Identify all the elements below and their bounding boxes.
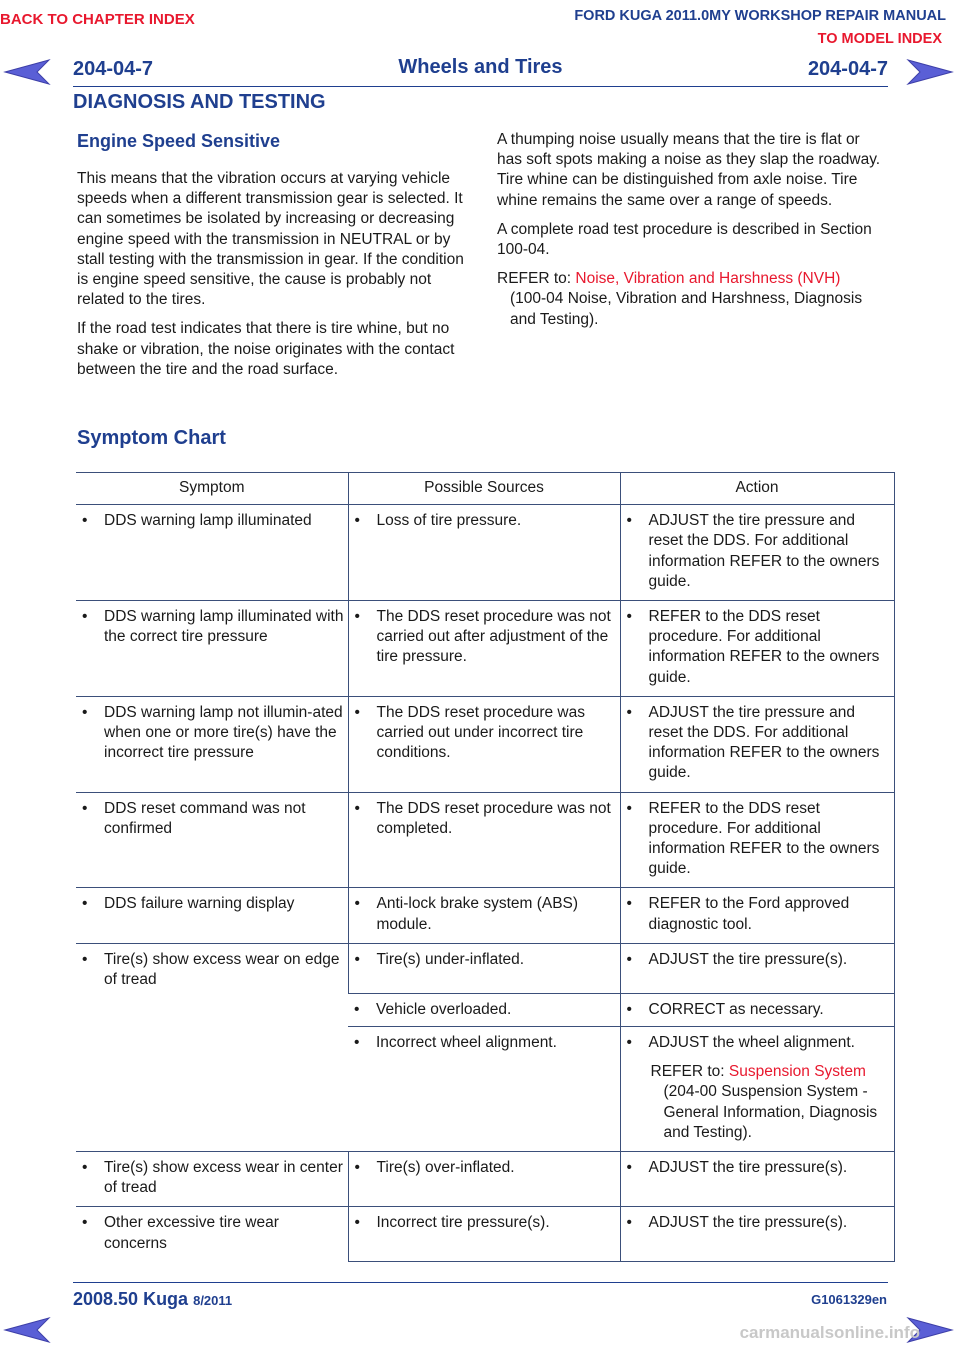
tire-whine-paragraph: If the road test indicates that there is tire whine, but no shake or vibration, the noise originates with the contact between the tire and the road surface. [77, 320, 455, 378]
symptom-chart-table [76, 472, 894, 1262]
symptom-cell: DDS warning lamp not illumin-ated when one or more tire(s) have the incorrect tire pressure [104, 703, 343, 762]
source-cell: The DDS reset procedure was carried out under incorrect tire conditions. [376, 703, 585, 762]
header-possible-sources: Possible Sources [348, 473, 620, 505]
source-cell: Loss of tire pressure. [376, 512, 522, 530]
action-cell: ADJUST the tire pressure(s). [648, 1214, 848, 1232]
footer-model [73, 1289, 232, 1310]
source-cell: Tire(s) under-inflated. [376, 950, 525, 968]
footer-date: 8/2011 [193, 1293, 233, 1308]
page-header [73, 56, 888, 86]
next-page-arrow-icon[interactable] [906, 57, 954, 87]
action-cell: CORRECT as necessary. [648, 1000, 824, 1018]
header-symptom: Symptom [76, 473, 348, 505]
table-row: • Tire(s) show excess wear on edge of tread • Tire(s) under-inflated. • ADJUST the tire pressure(s). [76, 943, 894, 993]
left-column [77, 130, 469, 389]
engine-speed-paragraph: This means that the vibration occurs at varying vehicle speeds when a different transmission gear is selected. It can sometimes be isolated by increasing or decreasing engine speed with the transmission in NEUTRAL or by stall testing with the transmission in gear. If the condition is engine speed sensitive, the cause is probably not related to the tires. [77, 170, 464, 309]
symptom-cell: DDS failure warning display [104, 895, 295, 913]
chapter-title: Wheels and Tires [398, 56, 563, 78]
action-cell: ADJUST the tire pressure and reset the DDS. For additional information REFER to the owners guide. [648, 703, 880, 782]
table-row: • DDS warning lamp illuminated • Loss of tire pressure. • ADJUST the tire pressure and reset the DDS. For additional information REFER to the owners guide. [76, 505, 894, 601]
table-row: • DDS failure warning display • Anti-lock brake system (ABS) module. • REFER to the Ford approved diagnostic tool. [76, 888, 894, 943]
back-to-chapter-index-link[interactable]: BACK TO CHAPTER INDEX [0, 11, 195, 28]
suspension-reference-detail: (204-00 Suspension System - General Information, Diagnosis and Testing). [663, 1083, 878, 1141]
nvh-reference-detail: (100-04 Noise, Vibration and Harshness, Diagnosis and Testing). [510, 290, 863, 328]
watermark: carmanualsonline.info [739, 1323, 920, 1342]
action-cell: REFER to the Ford approved diagnostic tool. [648, 895, 850, 933]
nvh-link[interactable]: Noise, Vibration and Harshness (NVH) [575, 270, 841, 288]
action-cell: REFER to the DDS reset procedure. For additional information REFER to the owners guide. [648, 608, 880, 686]
symptom-cell: DDS reset command was not confirmed [104, 799, 306, 837]
source-cell: The DDS reset procedure was not completed. [376, 799, 611, 837]
document-code: G1061329en [811, 1292, 887, 1307]
action-cell: ADJUST the tire pressure(s). [648, 1159, 848, 1177]
prev-page-arrow-icon[interactable] [3, 57, 51, 87]
table-row: • Incorrect wheel alignment. • ADJUST the wheel alignment. REFER to: Suspension System (204-00 Suspension System - General Information, Diagnosis and Testing). [76, 1027, 894, 1152]
source-cell: Incorrect wheel alignment. [376, 1034, 557, 1052]
prev-page-arrow-icon[interactable] [3, 1315, 51, 1345]
symptom-cell: DDS warning lamp illuminated [104, 512, 312, 530]
action-cell: ADJUST the tire pressure(s). [648, 950, 848, 968]
engine-speed-heading: Engine Speed Sensitive [77, 131, 281, 151]
action-cell: ADJUST the wheel alignment. [648, 1034, 855, 1052]
thumping-noise-paragraph: A thumping noise usually means that the tire is flat or has soft spots making a noise as they slap the roadway. Tire whine can be distinguished from axle noise. Tire whine remains the same over a range of speeds. [497, 131, 881, 209]
header-divider [73, 86, 888, 87]
section-title: DIAGNOSIS AND TESTING [73, 91, 326, 113]
table-row: • Tire(s) show excess wear in center of tread • Tire(s) over-inflated. • ADJUST the tire pressure(s). [76, 1152, 894, 1207]
action-cell: ADJUST the tire pressure and reset the DDS. For additional information REFER to the owners guide. [648, 512, 880, 590]
symptom-cell: DDS warning lamp illuminated with the correct tire pressure [104, 608, 344, 646]
source-cell: Vehicle overloaded. [376, 1000, 512, 1018]
manual-title: FORD KUGA 2011.0MY WORKSHOP REPAIR MANUAL [574, 8, 946, 24]
right-column [497, 130, 889, 330]
table-row: • Vehicle overloaded. • CORRECT as necessary. [76, 993, 894, 1026]
suspension-system-link[interactable]: Suspension System [728, 1063, 866, 1081]
table-row: • DDS warning lamp illuminated with the correct tire pressure • The DDS reset procedure was not carried out after adjustment of the tire pressure. • REFER to the DDS reset procedure. For additional information REFER to the owners guide. [76, 601, 894, 697]
refer-prefix: REFER to: [497, 270, 572, 288]
suspension-reference [627, 1062, 890, 1143]
symptom-cell: Tire(s) show excess wear in center of tread [104, 1159, 343, 1197]
table-row: • DDS reset command was not confirmed • The DDS reset procedure was not completed. • REFER to the DDS reset procedure. For additional information REFER to the owners guide. [76, 792, 894, 888]
action-cell: REFER to the DDS reset procedure. For additional information REFER to the owners guide. [648, 799, 880, 878]
footer-model-name: 2008.50 Kuga [73, 1289, 189, 1309]
table-row: • Other excessive tire wear concerns • Incorrect tire pressure(s). • ADJUST the tire pressure(s). [76, 1207, 894, 1262]
source-cell: Incorrect tire pressure(s). [376, 1214, 550, 1232]
table-row: • DDS warning lamp not illumin-ated when one or more tire(s) have the incorrect tire pressure • The DDS reset procedure was carried out under incorrect tire conditions. • ADJUST the tire pressure and reset the DDS. For additional information REFER to the owners guide. [76, 696, 894, 792]
to-model-index-link[interactable]: TO MODEL INDEX [817, 31, 942, 47]
source-cell: Tire(s) over-inflated. [376, 1159, 515, 1177]
page-number-left: 204-04-7 [73, 58, 154, 80]
refer-prefix: REFER to: [650, 1063, 725, 1081]
page-number-right: 204-04-7 [807, 58, 888, 80]
table-header-row [76, 473, 894, 505]
nvh-reference [497, 269, 889, 330]
symptom-chart-title: Symptom Chart [77, 427, 226, 449]
source-cell: The DDS reset procedure was not carried out after adjustment of the tire pressure. [376, 608, 611, 666]
header-action: Action [620, 473, 894, 505]
footer-divider [73, 1282, 888, 1283]
source-cell: Anti-lock brake system (ABS) module. [376, 895, 579, 933]
symptom-cell: Tire(s) show excess wear on edge of tread [104, 950, 340, 989]
road-test-paragraph: A complete road test procedure is described in Section 100-04. [497, 220, 872, 259]
symptom-cell: Other excessive tire wear concerns [104, 1214, 279, 1252]
